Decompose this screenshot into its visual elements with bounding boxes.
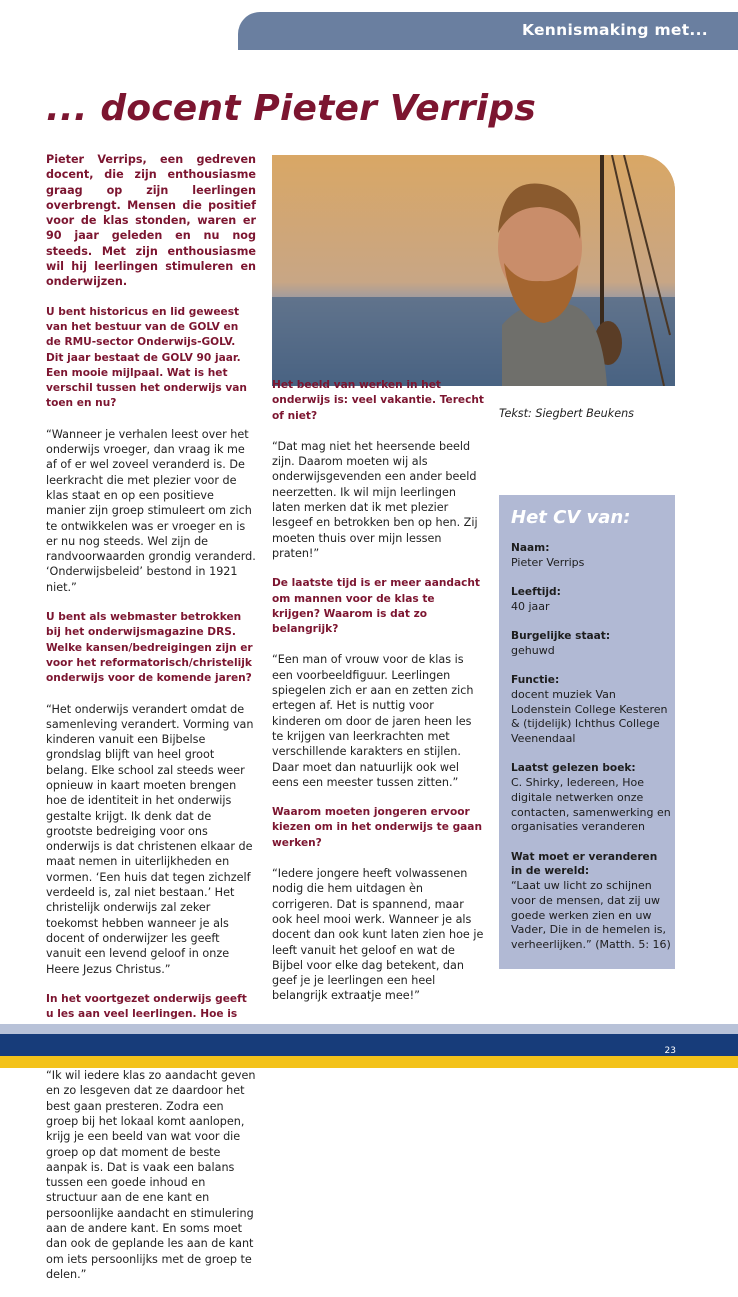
article-title: ... docent Pieter Verrips xyxy=(46,88,536,129)
section-tab-label: Kennismaking met... xyxy=(521,21,708,39)
cv-functie-value: docent muziek Van Lodenstein College Kesteren & (tijdelijk) Ichthus College Veenendaal xyxy=(511,687,668,746)
cv-body xyxy=(511,541,671,967)
answer-3: “Ik wil iedere klas zo aandacht geven en zo lesgeven dat ze daardoor het best gaan presteren. Zodra een groep bij het lokaal komt aanlopen, krijg je een beeld van wat voor die groep op dat moment de beste aanpak is. Dat is vaak een balans tussen een goede inhoud en structuur aan de ene kant en persoonlijke aandacht en stimulering aan de andere kant. En soms moet dan ook de geplande les aan de kant om iets persoonlijks met de groep te delen.” xyxy=(46,1069,256,1281)
intro-paragraph: Pieter Verrips, een gedreven docent, die zijn enthousiasme graag op zijn leerlingen overbrengt. Mensen die positief voor de klas stonden, waren er 90 jaar geleden en nu nog steeds. Met zijn enthousiasme wil hij leerlingen stimuleren en onderwijzen. xyxy=(46,153,256,289)
question-3: In het voortgezet onderwijs geeft u les aan veel leerlingen. Hoe is xyxy=(46,992,247,1021)
question-4: Het beeld van werken in het onderwijs is: veel vakantie. Terecht of niet? xyxy=(272,379,484,422)
answer-5: “Een man of vrouw voor de klas is een voorbeeldfiguur. Leerlingen spiegelen zich er aan en zetten zich ertegen af. Het is nuttig voor kinderen om door de jaren heen les te krijgen van leerkrachten met verschillende karakters en stijlen. Daar moet dan natuurlijk ook wel eens een meester tussen zitten.” xyxy=(272,653,474,789)
author-credit: Tekst: Siegbert Beukens xyxy=(499,407,635,420)
page-number: 23 xyxy=(664,1046,676,1056)
cv-naam-label: Naam: xyxy=(511,542,550,554)
footer-light-bar xyxy=(0,1024,738,1034)
cv-wereld-label: Wat moet er veranderen in de wereld: xyxy=(511,850,658,878)
question-6: Waarom moeten jongeren ervoor kiezen om in het onderwijs te gaan werken? xyxy=(272,806,483,849)
cv-leeftijd-value: 40 jaar xyxy=(511,599,550,613)
cv-wereld-value: “Laat uw licht zo schijnen voor de mensen, dat zij uw goede werken zien en uw Vader, Die in de hemelen is, verheerlijken.” (Matth. 5: 16) xyxy=(511,879,671,951)
column-right xyxy=(499,406,675,436)
cv-boek-value: C. Shirky, Iedereen, Hoe digitale netwerken onze contacten, samenwerking en organisaties veranderen xyxy=(511,776,671,834)
cv-box xyxy=(499,495,675,969)
footer-navy-bar xyxy=(0,1034,738,1056)
cv-title: Het CV van: xyxy=(511,507,631,528)
question-1: U bent historicus en lid geweest van het bestuur van de GOLV en de RMU-sector Onderwijs-GOLV. Dit jaar bestaat de GOLV 90 jaar. Een mooie mijlpaal. Wat is het verschil tussen het onderwijs van toen en nu? xyxy=(46,305,247,410)
portrait-illustration xyxy=(272,155,675,386)
footer-bars xyxy=(0,1024,738,1068)
cv-staat-value: gehuwd xyxy=(511,643,555,657)
footer-yellow-bar xyxy=(0,1056,738,1068)
answer-2: “Het onderwijs verandert omdat de samenleving verandert. Vorming van kinderen vanuit een Bijbelse grondslag blijft van heel groot belang. Elke school zal steeds weer opnieuw in kaart moeten brengen hoe de identiteit in het onderwijs gestalte krijgt. Ik denk dat de grootste bedreiging voor ons onderwijs is dat christenen elkaar de maat nemen in uiterlijkheden en vormen. ‘Een huis dat tegen zichzelf verdeeld is, zal niet bestaan.’ Het christelijk onderwijs zal zeker toekomst hebben wanneer je als docent of onderwijzer les geeft vanuit een levend geloof in onze Heere Jezus Christus.” xyxy=(46,702,254,976)
cv-staat-label: Burgelijke staat: xyxy=(511,630,611,643)
cv-leeftijd-label: Leeftijd: xyxy=(511,586,561,599)
answer-4: “Dat mag niet het heersende beeld zijn. Daarom moeten wij als onderwijsgevenden een ander beeld neerzetten. Ik wil mijn leerlingen laten merken dat ik met plezier lesgeef en betrokken ben op hen. Zij moeten thuis over mijn lessen praten!” xyxy=(272,439,478,560)
portrait-photo xyxy=(272,155,675,386)
question-5: De laatste tijd is er meer aandacht om mannen voor de klas te krijgen? Waarom is dat zo belangrijk? xyxy=(272,577,481,636)
column-left xyxy=(46,152,256,1297)
section-tab xyxy=(238,12,738,50)
answer-6: “Iedere jongere heeft volwassenen nodig die hem uitdagen èn corrigeren. Dat is spannend, maar ook heel mooi werk. Wanneer je als docent dan ook kunt laten zien hoe je leeft vanuit het geloof en wat de Bijbel voor elke dag betekent, dan geef je je leerlingen een heel belangrijk extraatje mee!” xyxy=(272,867,484,1003)
cv-functie-label: Functie: xyxy=(511,674,560,687)
cv-boek-label: Laatst gelezen boek: xyxy=(511,762,636,775)
question-2: U bent als webmaster betrokken bij het onderwijsmagazine DRS. Welke kansen/bedreigingen zijn er voor het reformatorisch/christelijk onderwijs voor de komende jaren? xyxy=(46,611,253,685)
answer-1: “Wanneer je verhalen leest over het onderwijs vroeger, dan vraag ik me af of er wel zoveel veranderd is. De leerkracht die met plezier voor de klas staat en op een positieve manier zijn groep stimuleert om zich te ontwikkelen was er vroeger en is er nu nog steeds. Wel zijn de randvoorwaarden grondig veranderd. ‘Onderwijsbeleid’ bestond in 1921 niet.” xyxy=(46,427,256,594)
column-middle xyxy=(272,378,484,1019)
cv-naam-value: Pieter Verrips xyxy=(511,555,585,569)
